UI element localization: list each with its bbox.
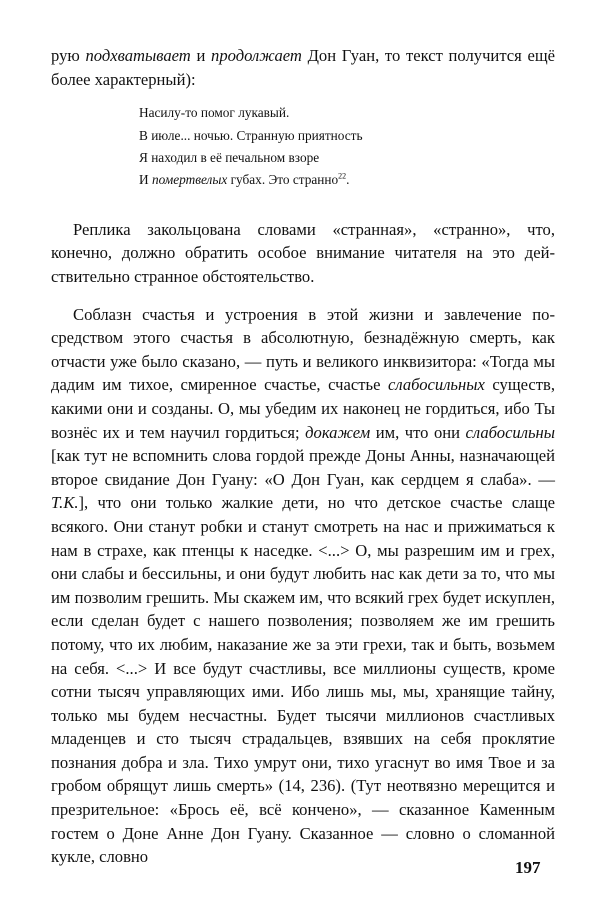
italic-word: докажем — [305, 422, 371, 442]
text-run: . — [346, 172, 350, 188]
verse-line: Я находил в её печальном взоре — [139, 150, 320, 165]
italic-word: Т.К. — [51, 493, 79, 513]
text-run: и — [190, 46, 212, 65]
italic-word: слабосильны — [465, 422, 555, 442]
verse-line: В июле... ночью. Странную приятность — [139, 127, 363, 143]
text-run: Соблазн счастья и устроения в этой жизни и завлечение посредством этого счастья в абсолютную, безнадёжную смерть, как отчасти уже было сказано, — путь и великого инквизитора: «Тогда мы дадим им тихое, смиренное счастье, счастье — [51, 304, 555, 395]
verse-quote — [139, 102, 555, 192]
paragraph-reply: Реплика закольцована словами «странная», «странно», что, конечно, должно обратить особое внимание читателя на это действительно странное обстоятельство. — [51, 219, 555, 286]
italic-word: помертвелых — [151, 172, 228, 188]
text-run: Дон Гуан, то текст получится ещё более характерный): — [51, 46, 555, 89]
opening-paragraph — [51, 44, 555, 91]
italic-word: подхватывает — [85, 46, 191, 65]
text-run: существ, какими они и созданы. О, мы убедим их наконец не гордиться, ибо Ты вознёс их и тем научил гордиться; — [51, 375, 555, 442]
italic-word: продолжает — [211, 46, 302, 65]
text-run: рую — [51, 46, 86, 65]
body-text — [51, 44, 555, 869]
text-run: им, что они — [370, 422, 466, 442]
footnote-marker: 22 — [338, 171, 347, 181]
text-run: ], что они только жалкие дети, но что детское счастье слаще всякого. Они станут робки и станут смотреть на нас и прижиматься к нам в страхе, как птенцы к наседке. <...> О, мы разрешим им и грех, они слабы и бессильны, и они будут любить нас как дети за то, что мы им позволим грешить. Мы скажем им, что всякий грех будет искуплен, если сделан будет с нашего позволения; позволяем же им грешить потому, что их любим, наказание же за эти грехи, так и быть, возьмем на себя. <...> И все будут счастливы, все миллионы существ, кроме сотни тысяч управляющих ими. Ибо лишь мы, мы, хранящие тайну, только мы будем несчастны. Будет тысячи миллионов счастливых младенцев и сто тысяч страдальцев, взявших на себя проклятие познания добра и зла. Тихо умрут они, тихо угаснут во имя Твое и за гробом обрящут лишь смерть» (14, 236). (Тут неотвязно мерещится и презрительное: «Брось её, всё кончено», — сказанное Каменным гостем о Доне Анне Дон Гуану. Сказанное — словно о сломанной кукле, словно — [51, 493, 555, 867]
verse-line: Насилу-то помог лукавый. — [139, 105, 290, 121]
verse-line — [139, 169, 555, 191]
italic-word: слабосильных — [388, 375, 485, 395]
text-run: [как тут не вспомнить слова гордой прежде Доны Анны, назначающей второе свидание Дон Гуану: «О Дон Гуан, как сердцем я слаба». — — [51, 446, 555, 489]
paragraph-temptation — [51, 303, 555, 869]
text-run: И — [139, 172, 152, 188]
page-number: 197 — [515, 858, 541, 877]
text-run: губах. Это странно — [227, 172, 339, 188]
